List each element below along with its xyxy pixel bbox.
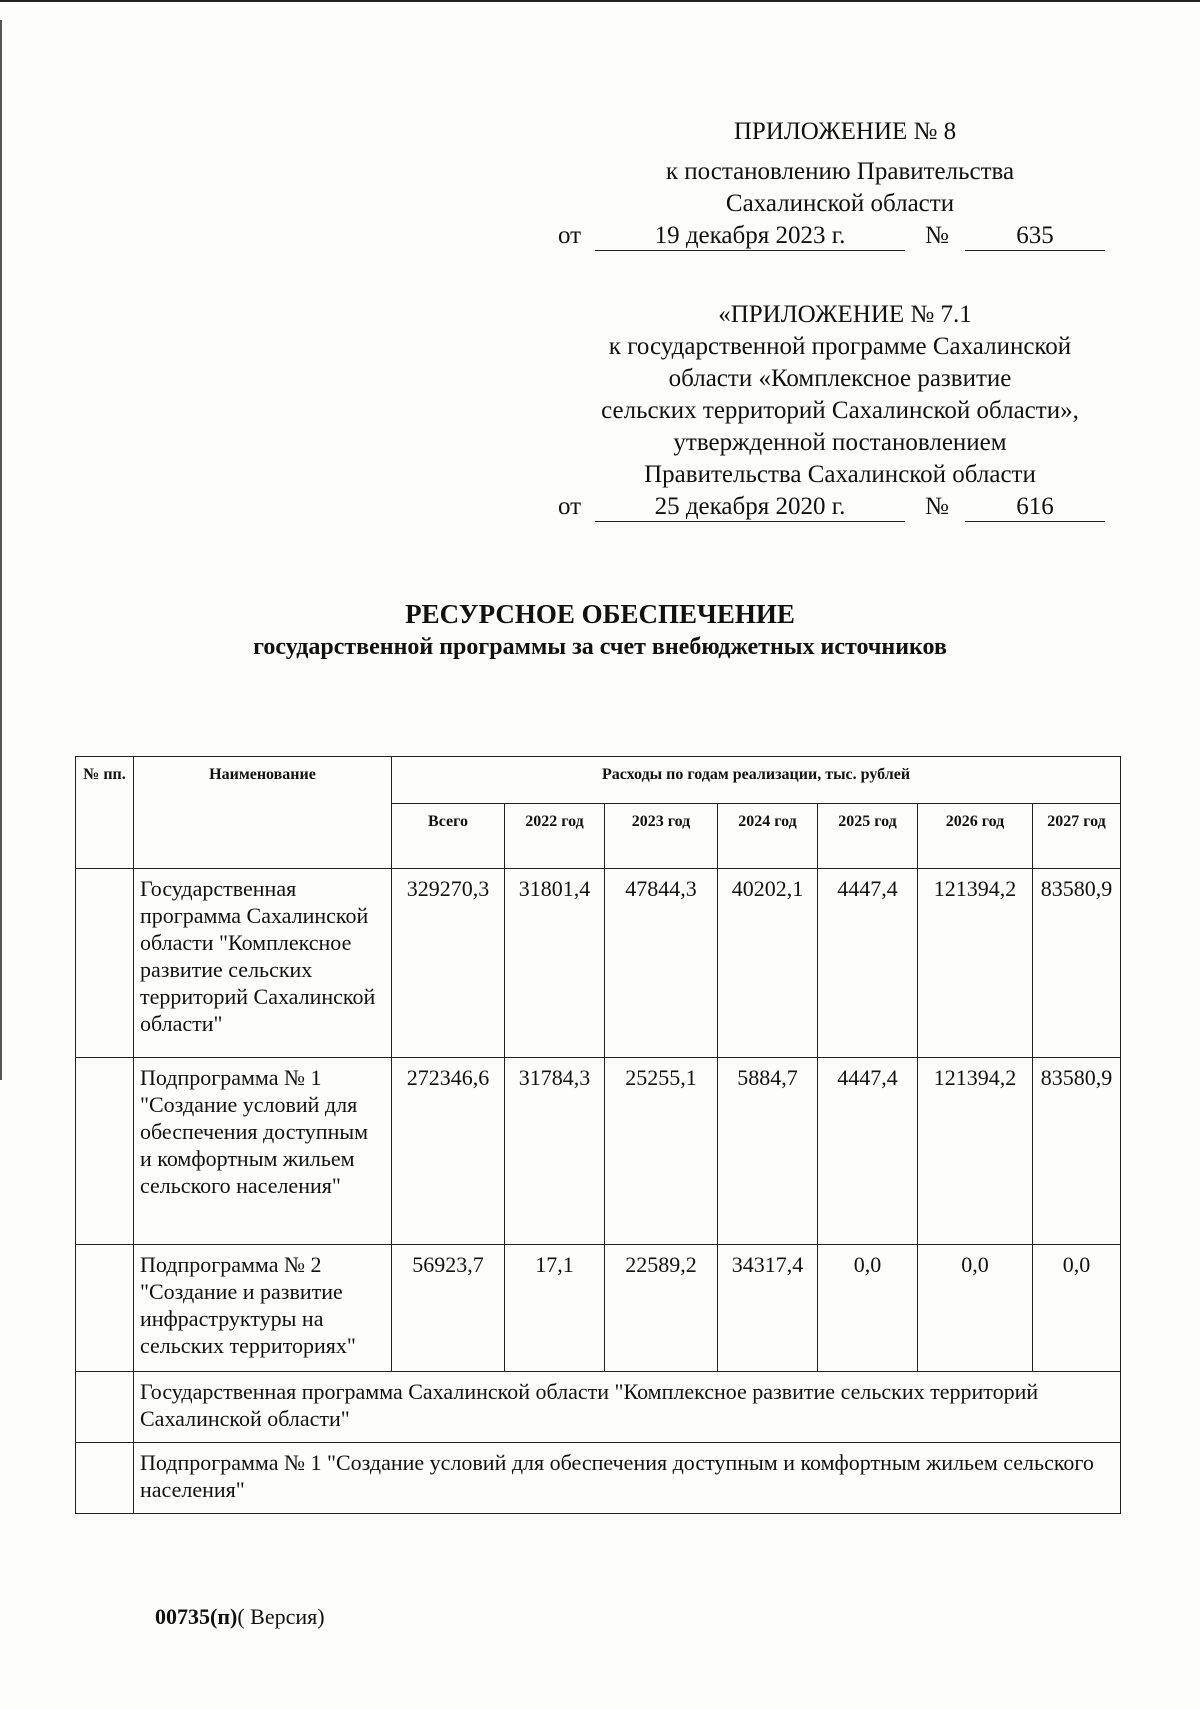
cell-number (76, 1245, 134, 1372)
appendix-8-from-label: от (558, 222, 582, 249)
cell-2023: 47844,3 (605, 869, 718, 1058)
footer-code: 00735(п) (155, 1604, 238, 1629)
cell-2025: 4447,4 (818, 1058, 918, 1245)
appendix-7-1-date: 25 декабря 2020 г. (595, 491, 905, 522)
cell-2022: 31784,3 (505, 1058, 605, 1245)
cell-name: Подпрограмма № 1 "Создание условий для обеспечения доступным и комфортным жильем сельского населения" (134, 1058, 392, 1245)
appendix-7-1-title: «ПРИЛОЖЕНИЕ № 7.1 (718, 301, 972, 328)
cell-2026: 121394,2 (918, 869, 1033, 1058)
cell-2027: 0,0 (1033, 1245, 1121, 1372)
header-2027: 2027 год (1033, 804, 1121, 869)
cell-2027: 83580,9 (1033, 869, 1121, 1058)
appendix-8-block (540, 116, 1140, 254)
cell-2027: 83580,9 (1033, 1058, 1121, 1245)
table-section-row (76, 1372, 1121, 1443)
cell-number (76, 1372, 134, 1443)
cell-2024: 40202,1 (718, 869, 818, 1058)
cell-number (76, 1443, 134, 1514)
appendix-8-number-label: № (925, 222, 949, 249)
appendix-7-1-number: 616 (965, 491, 1105, 522)
section-title-program: Государственная программа Сахалинской области "Комплексное развитие сельских территорий Сахалинской области" (134, 1372, 1121, 1443)
header-2025: 2025 год (818, 804, 918, 869)
cell-name: Подпрограмма № 2 "Создание и развитие инфраструктуры на сельских территориях" (134, 1245, 392, 1372)
table-section-row (76, 1443, 1121, 1514)
header-total: Всего (392, 804, 505, 869)
page-left-edge (0, 20, 2, 1080)
cell-2026: 121394,2 (918, 1058, 1033, 1245)
document-heading (100, 598, 1100, 664)
appendix-7-1-line-2: области «Комплексное развитие (668, 365, 1012, 392)
cell-total: 56923,7 (392, 1245, 505, 1372)
cell-2024: 34317,4 (718, 1245, 818, 1372)
header-expenses-group: Расходы по годам реализации, тыс. рублей (392, 757, 1121, 804)
header-2024: 2024 год (718, 804, 818, 869)
appendix-7-1-from-label: от (558, 493, 582, 520)
appendix-7-1-number-label: № (925, 493, 949, 520)
appendix-7-1-line-3: сельских территорий Сахалинской области», (601, 397, 1079, 424)
header-2022: 2022 год (505, 804, 605, 869)
page-top-edge (0, 0, 1200, 2)
cell-2022: 31801,4 (505, 869, 605, 1058)
appendix-8-date: 19 декабря 2023 г. (595, 220, 905, 251)
appendix-7-1-line-1: к государственной программе Сахалинской (608, 333, 1072, 360)
appendix-7-1-block (540, 299, 1140, 525)
cell-2023: 25255,1 (605, 1058, 718, 1245)
cell-2026: 0,0 (918, 1245, 1033, 1372)
heading-subtitle: государственной программы за счет внебюджетных источников (253, 634, 947, 660)
footer-version: ( Версия) (237, 1604, 325, 1629)
resource-table (75, 756, 1121, 1514)
appendix-8-line-2: Сахалинской области (725, 190, 955, 217)
table-header-row-1 (76, 757, 1121, 804)
document-footer (155, 1604, 325, 1630)
cell-total: 272346,6 (392, 1058, 505, 1245)
cell-2023: 22589,2 (605, 1245, 718, 1372)
cell-number (76, 869, 134, 1058)
appendix-8-dateline (540, 220, 1140, 254)
appendix-7-1-line-4: утвержденной постановлением (673, 429, 1007, 456)
cell-2025: 0,0 (818, 1245, 918, 1372)
header-name: Наименование (134, 757, 392, 869)
appendix-8-line-1: к постановлению Правительства (665, 158, 1015, 185)
cell-2022: 17,1 (505, 1245, 605, 1372)
header-number: № пп. (76, 757, 134, 869)
heading-title: РЕСУРСНОЕ ОБЕСПЕЧЕНИЕ (405, 599, 795, 629)
header-2023: 2023 год (605, 804, 718, 869)
cell-2024: 5884,7 (718, 1058, 818, 1245)
appendix-7-1-line-5: Правительства Сахалинской области (644, 461, 1036, 488)
table-row (76, 869, 1121, 1058)
table-row (76, 1245, 1121, 1372)
section-title-subprogram-1: Подпрограмма № 1 "Создание условий для обеспечения доступным и комфортным жильем сельского населения" (134, 1443, 1121, 1514)
cell-number (76, 1058, 134, 1245)
cell-2025: 4447,4 (818, 869, 918, 1058)
appendix-7-1-dateline (540, 491, 1140, 525)
header-2026: 2026 год (918, 804, 1033, 869)
table-row (76, 1058, 1121, 1245)
cell-name: Государственная программа Сахалинской области "Комплексное развитие сельских территорий Сахалинской области" (134, 869, 392, 1058)
appendix-8-number: 635 (965, 220, 1105, 251)
appendix-8-title: ПРИЛОЖЕНИЕ № 8 (733, 118, 957, 145)
cell-total: 329270,3 (392, 869, 505, 1058)
